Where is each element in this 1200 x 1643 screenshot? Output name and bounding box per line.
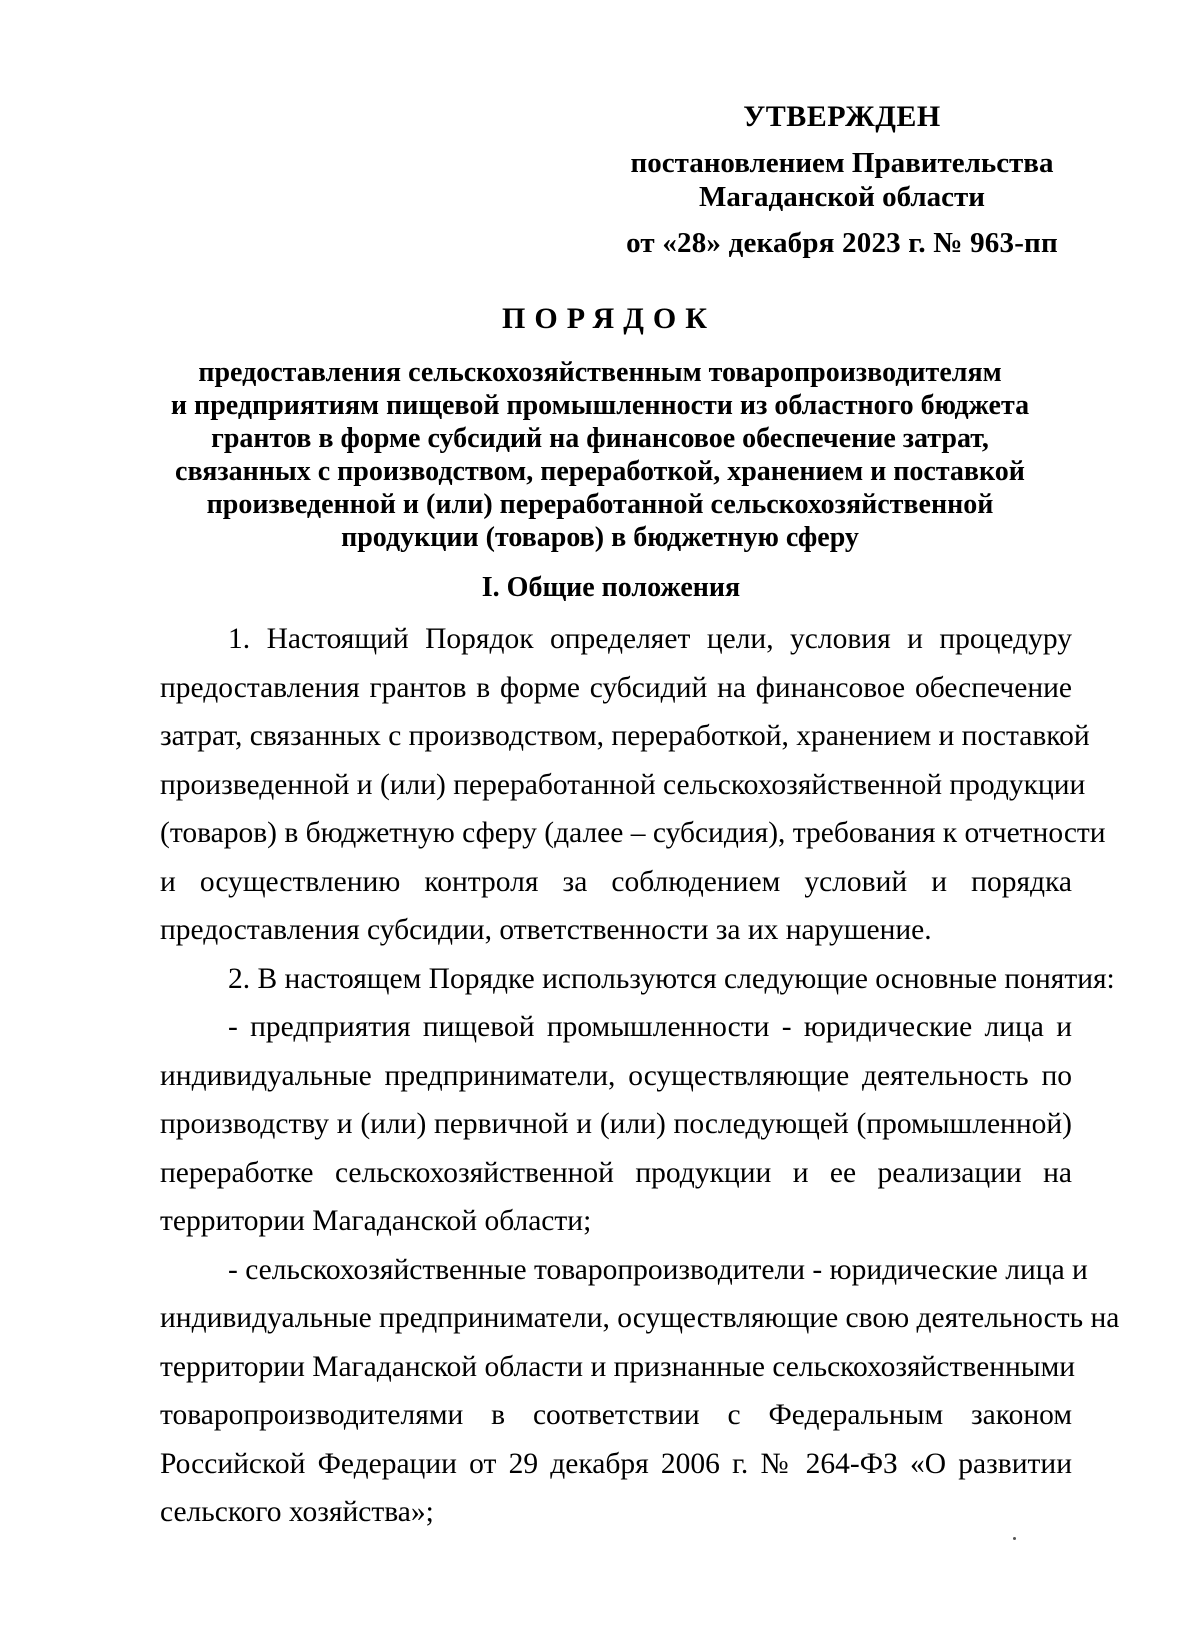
approval-block (612, 100, 1072, 260)
document-body (160, 615, 1120, 1537)
scan-speck (1013, 1537, 1016, 1540)
document-title: ПОРЯДОК (502, 302, 716, 335)
subtitle-line: связанных с производством, переработкой, хранением и поставкой (175, 456, 1025, 487)
paragraph-line: предоставления грантов в форме субсидий на финансовое обеспечение (160, 671, 1072, 704)
paragraph-line: индивидуальные предприниматели, осуществляющие деятельность по (160, 1059, 1072, 1092)
approval-title: УТВЕРЖДЕН (743, 100, 941, 133)
paragraph-line: территории Магаданской области и признанные сельскохозяйственными (160, 1350, 1076, 1383)
paragraph-line: и осуществлению контроля за соблюдением условий и порядка (160, 865, 1072, 898)
document-subtitle (120, 356, 1080, 554)
paragraph-line: (товаров) в бюджетную сферу (далее – субсидия), требования к отчетности (160, 817, 1106, 849)
paragraph-line: сельского хозяйства»; (160, 1496, 434, 1528)
paragraph-line: предоставления субсидии, ответственности за их нарушение. (160, 914, 932, 946)
paragraph-line: товаропроизводителями в соответствии с Федеральным законом (160, 1399, 1072, 1431)
subtitle-line: предоставления сельскохозяйственным товаропроизводителям (198, 357, 1002, 388)
approval-decree-line: постановлением Правительства (630, 147, 1054, 179)
approval-date: от «28» декабря 2023 г. № 963-пп (626, 227, 1058, 259)
subtitle-line: и предприятиям пищевой промышленности из областного бюджета (170, 390, 1030, 421)
paragraph-2 (160, 955, 1115, 1004)
paragraph-line: территории Магаданской области; (160, 1205, 592, 1237)
subtitle-line: грантов в форме субсидий на финансовое обеспечение затрат, (211, 423, 989, 454)
paragraph-line: 1. Настоящий Порядок определяет цели, условия и процедуру (228, 623, 1072, 655)
paragraph-line: произведенной и (или) переработанной сельскохозяйственной продукции (160, 768, 1086, 801)
paragraph-line: Российской Федерации от 29 декабря 2006 г. № 264-ФЗ «О развитии (160, 1447, 1072, 1480)
subtitle-line: произведенной и (или) переработанной сельскохозяйственной (206, 489, 994, 520)
paragraph-line: переработке сельскохозяйственной продукции и ее реализации на (160, 1156, 1072, 1189)
paragraph-line: индивидуальные предприниматели, осуществляющие свою деятельность на (160, 1302, 1120, 1334)
approval-decree (612, 146, 1072, 214)
approval-decree-line: Магаданской области (699, 181, 985, 213)
paragraph-line: затрат, связанных с производством, переработкой, хранением и поставкой (160, 720, 1090, 752)
paragraph-line: производству и (или) первичной и (или) последующей (промышленной) (160, 1108, 1072, 1140)
paragraph-3 (160, 1003, 1072, 1246)
paragraph-line: 2. В настоящем Порядке используются следующие основные понятия: (228, 962, 1115, 995)
paragraph-4 (160, 1246, 1120, 1537)
subtitle-line: продукции (товаров) в бюджетную сферу (341, 522, 859, 553)
paragraph-line: - предприятия пищевой промышленности - юридические лица и (228, 1011, 1072, 1043)
paragraph-line: - сельскохозяйственные товаропроизводители - юридические лица и (228, 1253, 1088, 1286)
paragraph-1 (160, 615, 1106, 955)
section-heading: I. Общие положения (481, 572, 741, 603)
